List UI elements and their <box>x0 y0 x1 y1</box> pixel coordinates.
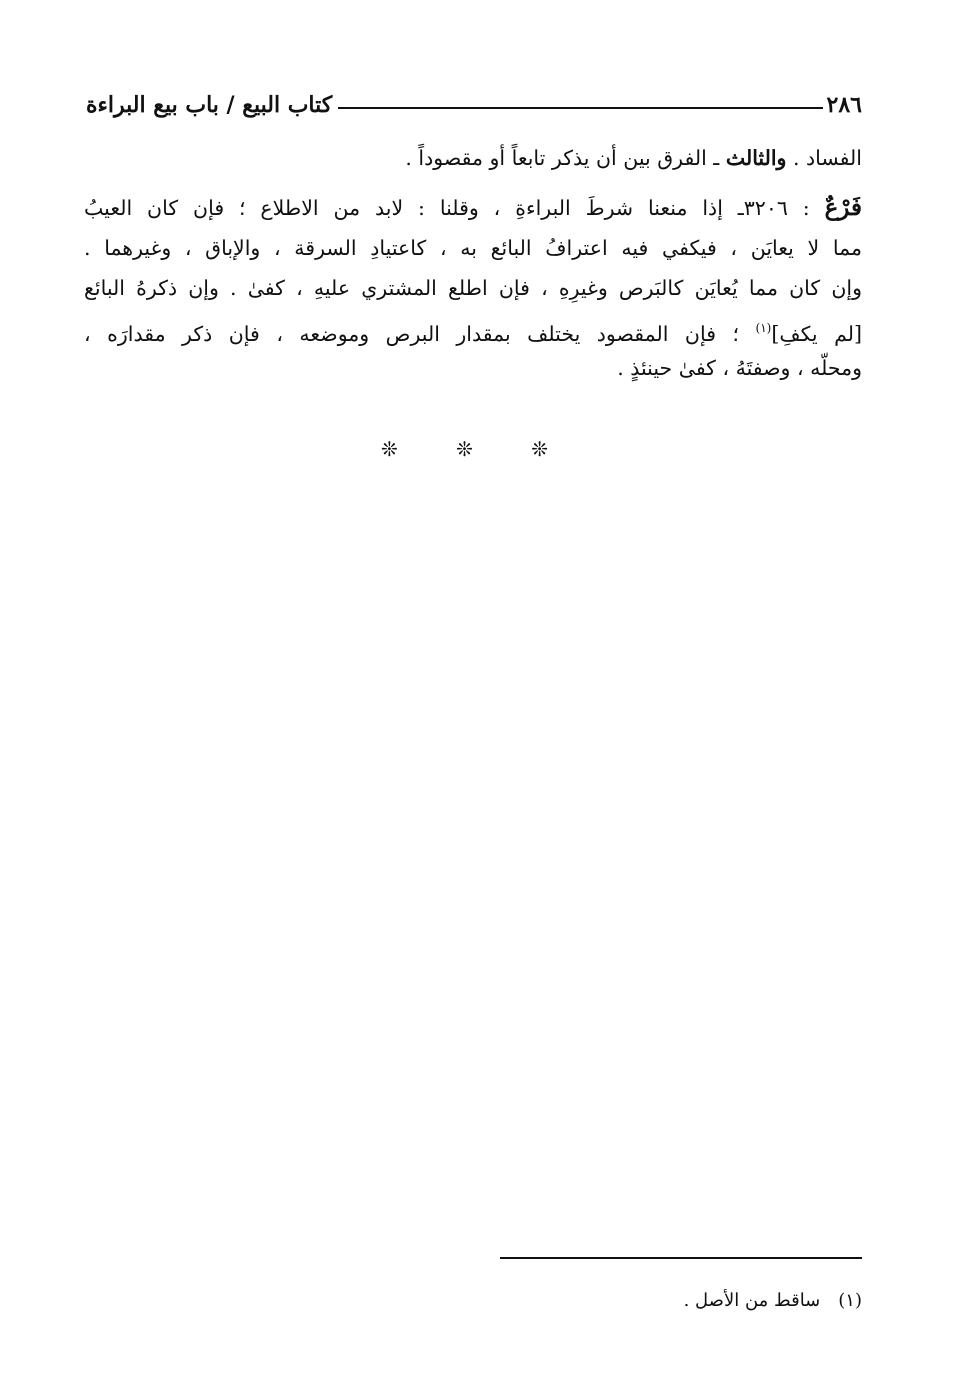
text-fragment: : ٣٢٠٦ـ إذا منعنا شرطَ البراءةِ ، وقلنا : لابد من الاطلاع ؛ فإن كان العيبُ <box>84 196 825 220</box>
footnote-text: ساقط من الأصل . <box>683 1290 821 1311</box>
header-rule <box>338 107 822 109</box>
text-fragment: ـ الفرق بين أن يذكر تابعاً أو مقصوداً . <box>405 146 726 170</box>
text-line <box>84 308 862 348</box>
text-line: وإن كان مما يُعايَن كالبَرص وغيرِهِ ، فإن اطلع المشتري عليهِ ، كفىٰ . وإن ذكرهُ البائع <box>84 276 862 300</box>
section-separator: ❊ ❊ ❊ <box>381 437 574 461</box>
footnote-rule <box>500 1257 862 1259</box>
text-line: مما لا يعايَن ، فيكفي فيه اعترافُ البائع به ، كاعتيادِ السرقة ، والإباق ، وغيرهما . <box>84 236 862 260</box>
footnote <box>420 1290 862 1311</box>
page-header <box>86 88 862 122</box>
section-label: والثالث <box>725 146 787 170</box>
text-line: ومحلّه ، وصفتَهُ ، كفىٰ حينئذٍ . <box>617 356 862 380</box>
text-fragment: الفساد . <box>786 146 862 170</box>
text-line <box>84 138 862 178</box>
far-label: فَرْعٌ <box>824 194 862 221</box>
body-text <box>84 138 862 388</box>
footnote-marker: (١) <box>755 321 772 335</box>
running-title: كتاب البيع / باب بيع البراءة <box>86 92 333 118</box>
paragraph-gap <box>84 178 862 188</box>
text-fragment: ؛ فإن المقصود يختلف بمقدار البرص وموضعه ، فإن ذكر مقدارَه ، <box>84 322 756 346</box>
text-line <box>84 188 862 228</box>
footnote-number: (١) <box>838 1290 862 1311</box>
text-fragment: [لم يكفِ] <box>771 322 862 346</box>
page-number: ٢٨٦ <box>826 92 862 118</box>
